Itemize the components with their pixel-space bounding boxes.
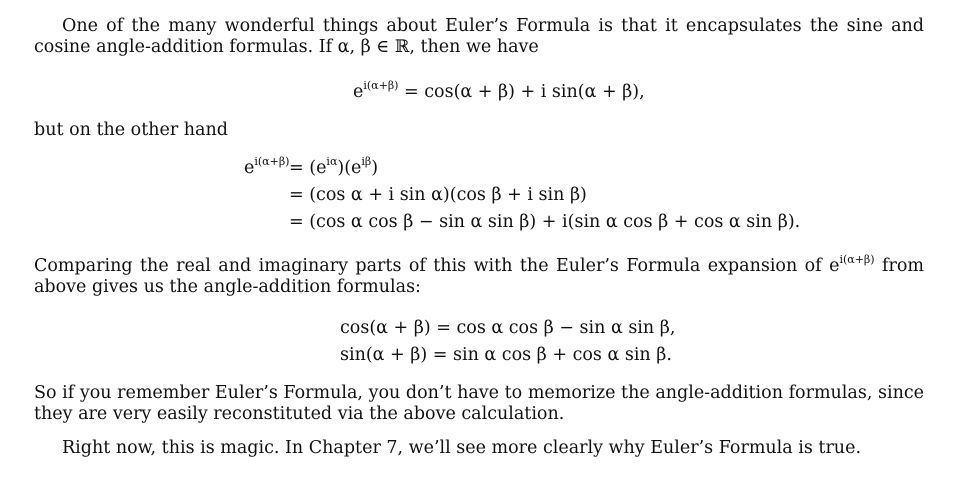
exp-sup: i(α+β)	[363, 79, 399, 92]
p3-exp-base: e	[829, 256, 840, 276]
m1-mid: )(	[337, 158, 352, 178]
m1-open: = (	[289, 158, 317, 178]
m1-close: )	[371, 158, 379, 178]
m1-e2: e	[351, 158, 362, 178]
paragraph-remember: So if you remember Euler’s Formula, you don’t have to memorize the angle-addition formulas, since they are very easily reconstituted via the above calculation.	[34, 383, 924, 424]
p3-before: Comparing the real and imaginary parts of this with the Euler’s Formula expansion of	[34, 256, 822, 276]
equation-euler-sum	[353, 81, 645, 103]
paragraph-comparing	[34, 253, 924, 298]
sin-addition-formula: sin(α + β) = sin α cos β + cos α sin β.	[340, 345, 672, 365]
m1-s2: iβ	[361, 155, 372, 168]
multiline-line-2: = (cos α + i sin α)(cos β + i sin β)	[289, 185, 587, 205]
multiline-line-1	[289, 155, 379, 178]
multiline-lhs	[244, 155, 290, 178]
cos-addition-formula: cos(α + β) = cos α cos β − sin α sin β,	[340, 318, 676, 338]
lhs-sup: i(α+β)	[254, 155, 290, 168]
paragraph-magic: Right now, this is magic. In Chapter 7, we’ll see more clearly why Euler’s Formula is true.	[62, 438, 862, 458]
equation-rhs: = cos(α + β) + i sin(α + β),	[398, 82, 645, 102]
m1-s1: iα	[326, 155, 338, 168]
paragraph-intro: One of the many wonderful things about Euler’s Formula is that it encapsulates the sine and cosine angle-addition formulas. If α, β ∈ ℝ, then we have	[34, 16, 924, 57]
m1-e1: e	[316, 158, 327, 178]
multiline-line-3: = (cos α cos β − sin α sin β) + i(sin α cos β + cos α sin β).	[289, 212, 801, 232]
p3-exp-sup: i(α+β)	[839, 253, 875, 266]
lhs-base: e	[244, 158, 255, 178]
paragraph-other-hand: but on the other hand	[34, 120, 228, 140]
p3-after: from above gives us the angle-addition formulas:	[34, 256, 924, 297]
exp-base: e	[353, 82, 364, 102]
